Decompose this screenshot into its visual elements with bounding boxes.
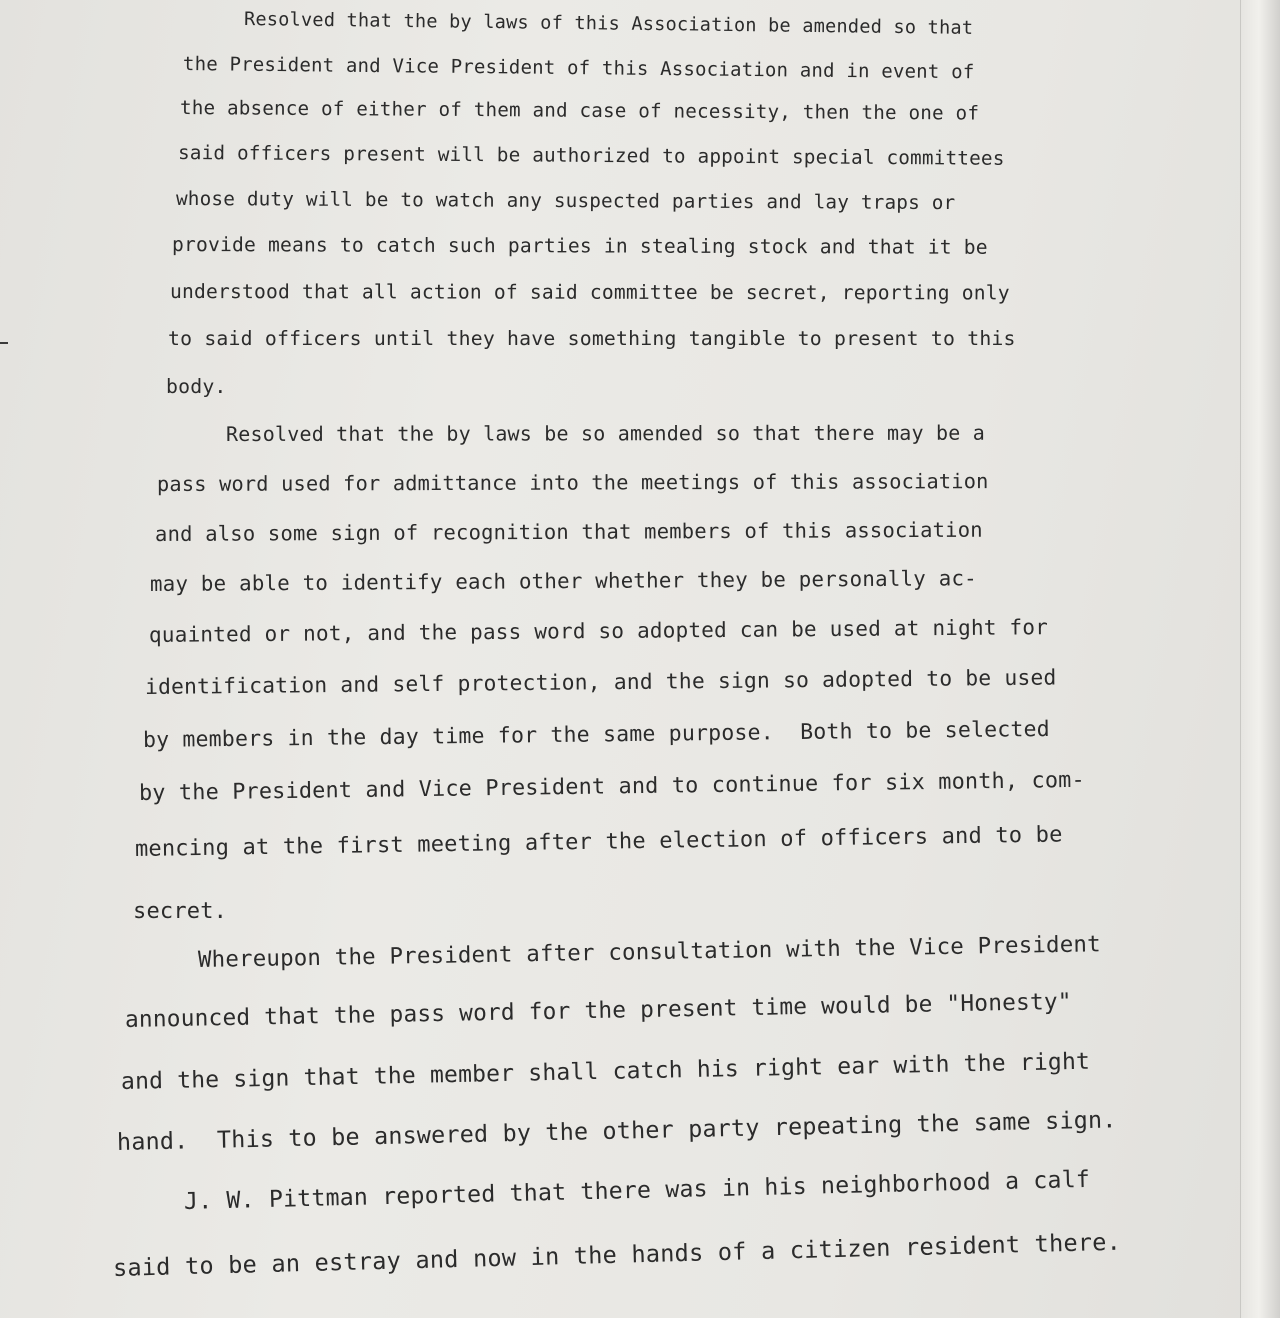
text-line: and the sign that the member shall catch his right ear with the right	[120, 1048, 1091, 1095]
text-line: said officers present will be authorized to appoint special committees	[177, 141, 1005, 170]
text-line: the President and Vice President of this Association and in event of	[182, 53, 975, 84]
text-line: Resolved that the by laws be so amended so that there may be a	[225, 420, 985, 446]
text-line: said to be an estray and now in the hands of a citizen resident there.	[112, 1227, 1122, 1282]
text-line: body.	[166, 375, 227, 398]
text-line: the absence of either of them and case of necessity, then the one of	[179, 96, 980, 125]
text-line: hand. This to be answered by the other party repeating the same sign.	[116, 1105, 1117, 1156]
underlying-page-edge	[1240, 0, 1280, 1318]
text-line: provide means to catch such parties in stealing stock and that it be	[171, 233, 988, 259]
text-line: understood that all action of said committee be secret, reporting only	[169, 280, 1010, 305]
text-line: and also some sign of recognition that members of this association	[154, 517, 983, 546]
text-line: announced that the pass word for the present time would be "Honesty"	[124, 988, 1072, 1033]
text-line: by the President and Vice President and to continue for six month, com-	[138, 767, 1085, 806]
text-line: identification and self protection, and the sign so adopted to be used	[144, 665, 1057, 700]
text-line: Resolved that the by laws of this Association be amended so that	[243, 9, 974, 39]
text-line: to said officers until they have something tangible to present to this	[168, 327, 1016, 350]
margin-mark	[0, 342, 8, 344]
text-line: secret.	[133, 899, 228, 924]
text-line: by members in the day time for the same purpose. Both to be selected	[142, 716, 1051, 753]
text-line: quainted or not, and the pass word so adopted can be used at night for	[148, 615, 1049, 647]
text-line: J. W. Pittman reported that there was in his neighborhood a calf	[183, 1165, 1091, 1215]
text-line: mencing at the first meeting after the election of officers and to be	[134, 822, 1063, 862]
text-line: whose duty will be to watch any suspected parties and lay traps or	[175, 187, 956, 215]
text-line: may be able to identify each other whether they be personally ac-	[149, 566, 977, 596]
text-line: pass word used for admittance into the meetings of this association	[156, 469, 989, 496]
text-line: Whereupon the President after consultation with the Vice President	[197, 931, 1101, 973]
